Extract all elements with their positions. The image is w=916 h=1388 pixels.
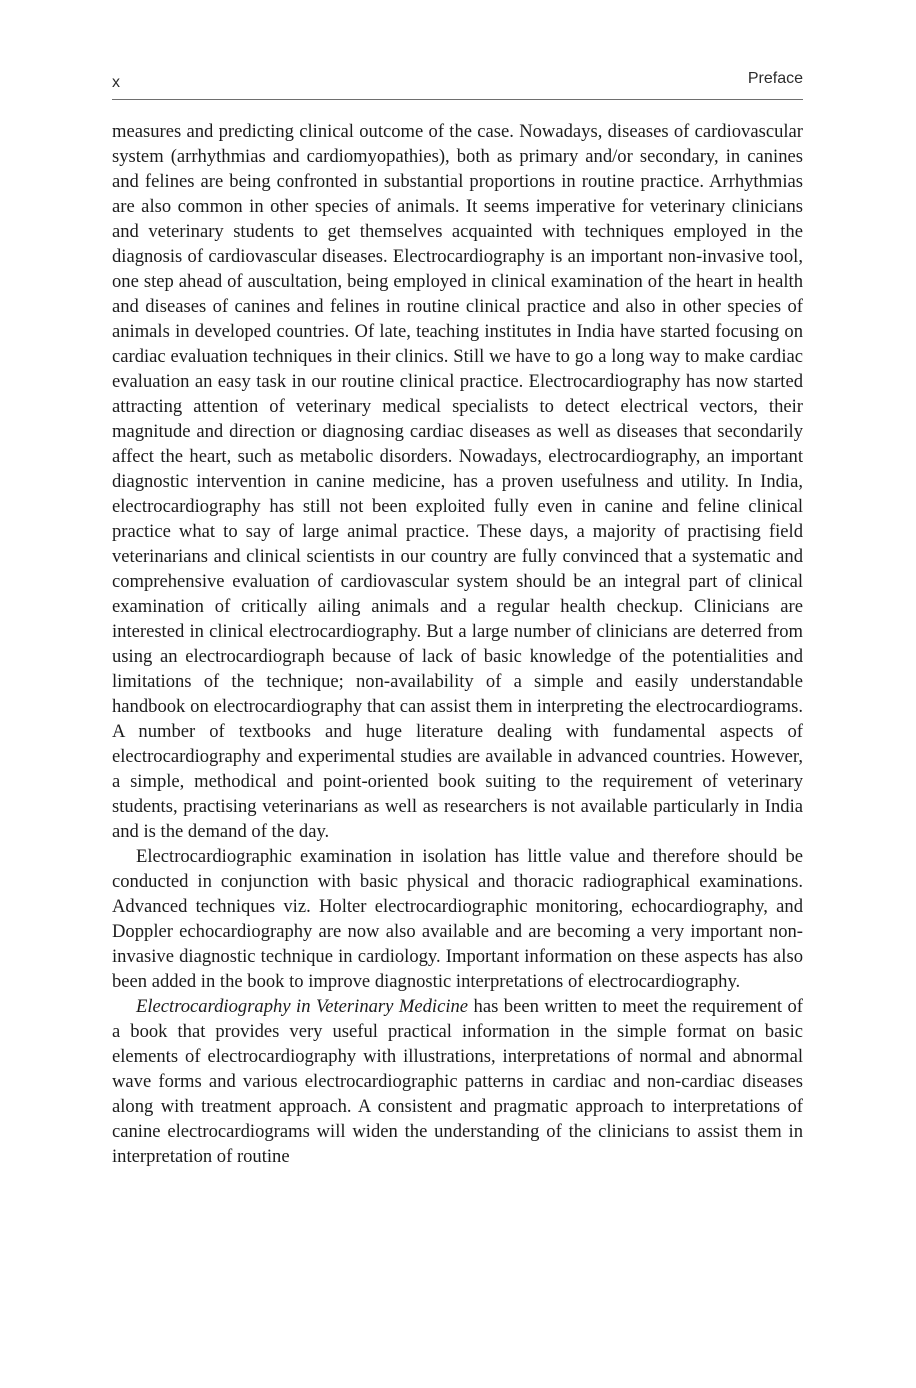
paragraph-1: measures and predicting clinical outcome of the case. Nowadays, diseases of cardiovascular system (arrhythmias and cardiomyopathies), both as primary and/or secondary, in canines and felines are being confronted in substantial proportions in routine practice. Arrhythmias are also common in other species of animals. It seems imperative for veterinary clinicians and veterinary students to get themselves acquainted with techniques employed in the diagnosis of cardiovascular diseases. Electrocardiography is an important non-invasive tool, one step ahead of auscultation, being employed in clinical examination of the heart in health and diseases of canines and felines in routine clinical practice and also in other species of animals in developed countries. Of late, teaching institutes in India have started focusing on cardiac evaluation techniques in their clinics. Still we have to go a long way to make cardiac evaluation an easy task in our routine clinical practice. Electrocardiography has now started attracting attention of veterinary medical specialists to detect electrical vectors, their magnitude and direction or diagnosing cardiac diseases as well as diseases that secondarily affect the heart, such as metabolic disorders. Nowadays, electrocardiography, an important diagnostic intervention in canine medicine, has a proven usefulness and utility. In India, electrocardiography has still not been exploited fully even in canine and feline clinical practice what to say of large animal practice. These days, a majority of practising field veterinarians and clinical scientists in our country are fully convinced that a systematic and comprehensive evaluation of cardiovascular system should be an integral part of clinical examination of critically ailing animals and a regular health checkup. Clinicians are interested in clinical electrocardiography. But a large number of clinicians are deterred from using an electrocardiograph because of lack of basic knowledge of the potentialities and limitations of the technique; non-availability of a simple and easily understandable handbook on electrocardiography that can assist them in interpreting the electrocardiograms. A number of textbooks and huge literature dealing with fundamental aspects of electrocardiography and experimental studies are available in advanced countries. However, a simple, methodical and point-oriented book suiting to the requirement of veterinary students, practising veterinarians as well as researchers is not available particularly in India and is the demand of the day. — [112, 121, 803, 842]
section-title: Preface — [747, 70, 803, 87]
page-number: x — [112, 74, 120, 91]
book-title: Electrocardiography in Veterinary Medicine — [136, 996, 469, 1017]
paragraph-3-text: has been written to meet the requirement of a book that provides very useful practical information in the simple format on basic elements of electrocardiography with illustrations, interpretations of normal and abnormal wave forms and various electrocardiographic patterns in cardiac and non-cardiac diseases along with treatment approach. A consistent and pragmatic approach to interpretations of canine electrocardiograms will widen the understanding of the clinicians to assist them in interpretation of routine — [112, 996, 803, 1167]
preface-body — [112, 119, 803, 1169]
paragraph-3 — [112, 994, 803, 1169]
running-head — [112, 70, 803, 94]
header-rule — [112, 99, 803, 100]
paragraph-2: Electrocardiographic examination in isolation has little value and therefore should be conducted in conjunction with basic physical and thoracic radiographical examinations. Advanced techniques viz. Holter electrocardiographic monitoring, echocardiography, and Doppler echocardiography are now also available and are becoming a very important non-invasive diagnostic technique in cardiology. Important information on these aspects has also been added in the book to improve diagnostic interpretations of electrocardiography. — [112, 846, 803, 992]
